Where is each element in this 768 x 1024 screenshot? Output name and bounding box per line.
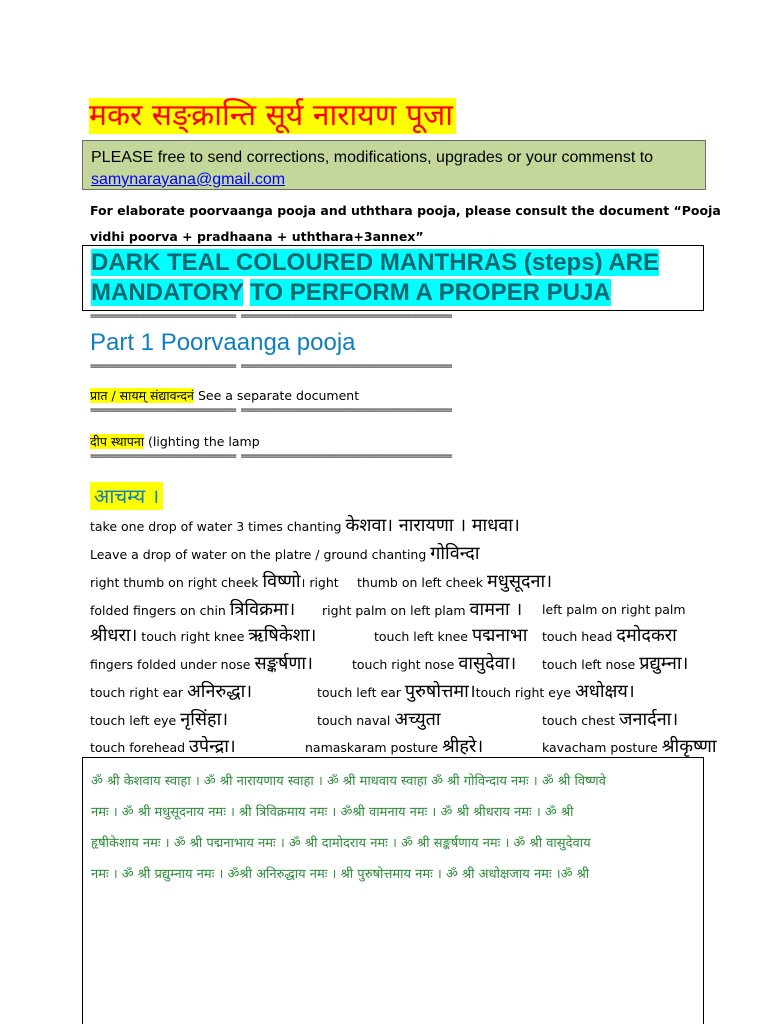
achamya-heading: आचम्य । <box>90 482 163 510</box>
instruction-text: namaskaram posture <box>305 740 443 755</box>
instruction-text: touch right eye <box>475 685 576 700</box>
instruction-text: thumb on left cheek <box>357 575 487 590</box>
mantra-box <box>82 757 704 1024</box>
separator-line: ============================= ========================================== <box>90 451 452 462</box>
mantra-text: विष्णो <box>262 571 301 592</box>
mantra-text: ऋषिकेशा। <box>248 625 317 646</box>
mandatory-line-1: DARK TEAL COLOURED MANTHRAS (steps) ARE <box>91 249 660 276</box>
mantra-text: केशवा। नारायणा । माधवा। <box>345 515 520 536</box>
instruction-text: touch left eye <box>90 713 181 728</box>
mantra-line: ॐ श्री केशवाय स्वाहा । ॐ श्री नारायणाय स्वाहा । ॐ श्री माधवाय स्वाहा ॐ श्री गोविन्दाय नमः । ॐ श्री विष्णवे <box>91 774 606 789</box>
instruction-text: Leave a drop of water on the platre / ground chanting <box>90 547 431 562</box>
achamya-line <box>542 708 678 733</box>
achamya-line <box>90 598 295 623</box>
mantra-text: दमोदकरा <box>616 625 677 646</box>
mantra-text: उपेन्द्रा। <box>189 736 236 757</box>
achamya-line <box>317 708 441 733</box>
achamya-line <box>374 624 527 649</box>
mantra-text: नृसिंहा। <box>180 709 229 730</box>
instruction-text: । right <box>300 575 339 590</box>
separator-line: ============================= ========================================== <box>90 361 452 372</box>
mantra-text: वामना । <box>469 599 523 620</box>
achamya-line <box>542 624 677 649</box>
notice-box <box>82 140 706 190</box>
instruction-text: folded fingers on chin <box>90 603 230 618</box>
email-link[interactable]: samynarayana@gmail.com <box>91 171 286 188</box>
instruction-text: right thumb on right cheek <box>90 575 263 590</box>
deepa-text: (lighting the lamp <box>144 434 260 449</box>
mantra-text: सङ्कर्षणा। <box>254 653 313 674</box>
mantra-text: मधुसूदना। <box>486 571 553 592</box>
instruction-text: touch left nose <box>542 657 640 672</box>
sandhya-label: प्रात / सायम् संद्यावन्दनं <box>90 388 194 403</box>
part1-heading: Part 1 Poorvaanga pooja <box>90 329 356 356</box>
mantra-text: अधोक्षय। <box>575 681 635 702</box>
achamya-line <box>322 598 522 623</box>
instruction-text: touch right nose <box>352 657 459 672</box>
instruction-text: touch left knee <box>374 629 472 644</box>
instruction-text: touch right knee <box>137 629 249 644</box>
instruction-text: right palm on left plam <box>322 603 470 618</box>
mantra-text: अच्युता <box>394 709 441 730</box>
instruction-text: take one drop of water 3 times chanting <box>90 519 346 534</box>
mantra-text: श्रीकृष्णा <box>661 736 717 757</box>
mantra-line: हृषीकेशाय नमः । ॐ श्री पद्मनाभाय नमः । ॐ श्री दामोदराय नमः । ॐ श्री सङ्कर्षणाय नमः । ॐ श्री वासुदेवाय <box>91 836 591 851</box>
achamya-line <box>90 514 520 539</box>
instruction-text: touch head <box>542 629 617 644</box>
achamya-line <box>317 680 635 705</box>
achamya-line <box>90 570 339 595</box>
separator-line: ============================= ========================================== <box>90 405 452 416</box>
achamya-line <box>90 708 228 733</box>
achamya-line <box>90 652 313 677</box>
instruction-text: touch naval <box>317 713 395 728</box>
achamya-line <box>357 570 552 595</box>
instruction-text: fingers folded under nose <box>90 657 255 672</box>
achamya-line <box>352 652 516 677</box>
notice-text: PLEASE free to send corrections, modifications, upgrades or your commenst to <box>91 149 654 166</box>
mantra-text: गोविन्दा <box>430 543 480 564</box>
page-title: मकर सङ्क्रान्ति सूर्य नारायण पूजा <box>89 98 456 134</box>
mantra-text: पद्मनाभा <box>471 625 528 646</box>
achamya-line <box>90 542 480 567</box>
mantra-text: वासुदेवा। <box>458 653 517 674</box>
mantra-line: नमः । ॐ श्री मधुसूदनाय नमः । श्री त्रिविक्रमाय नमः । ॐश्री वामनाय नमः । ॐ श्री श्रीधराय नमः । ॐ श्री <box>91 805 574 820</box>
mandatory-banner <box>82 245 704 311</box>
achamya-line: left palm on right palm <box>542 602 686 617</box>
mantra-text: जनार्दना। <box>619 709 679 730</box>
mantra-text: अनिरुद्धा। <box>187 681 253 702</box>
mantra-line: नमः । ॐ श्री प्रद्युम्नाय नमः । ॐश्री अनिरुद्धाय नमः । श्री पुरुषोत्तमाय नमः । ॐ श्री अधोक्षजाय नमः ।ॐ श्री <box>91 867 590 882</box>
mantra-text: श्रीहरे। <box>442 736 484 757</box>
achamya-line <box>542 652 688 677</box>
instruction-text: kavacham posture <box>542 740 662 755</box>
mantra-text: श्रीधरा। <box>90 625 138 646</box>
mantra-text: प्रद्युम्ना। <box>639 653 689 674</box>
instruction-text: touch left ear <box>317 685 405 700</box>
sandhya-text: See a separate document <box>193 388 360 403</box>
mandatory-word: MANDATORY <box>91 279 244 306</box>
instruction-text: touch right ear <box>90 685 188 700</box>
separator-line: ============================= ========================================== <box>90 311 452 322</box>
mantra-text: त्रिविक्रमा। <box>229 599 296 620</box>
instruction-text: touch forehead <box>90 740 190 755</box>
instruction-text: touch chest <box>542 713 620 728</box>
deepa-label: दीप स्थापना <box>90 434 145 449</box>
mandatory-line-2: TO PERFORM A PROPER PUJA <box>250 279 611 306</box>
elaborate-note: For elaborate poorvaanga pooja and uththara pooja, please consult the document “Pooja vidhi poorva + pradhaana + uththara+3annex” <box>90 203 721 244</box>
mantra-text: पुरुषोत्तमा। <box>404 681 476 702</box>
achamya-line <box>90 680 252 705</box>
achamya-line <box>90 624 316 649</box>
